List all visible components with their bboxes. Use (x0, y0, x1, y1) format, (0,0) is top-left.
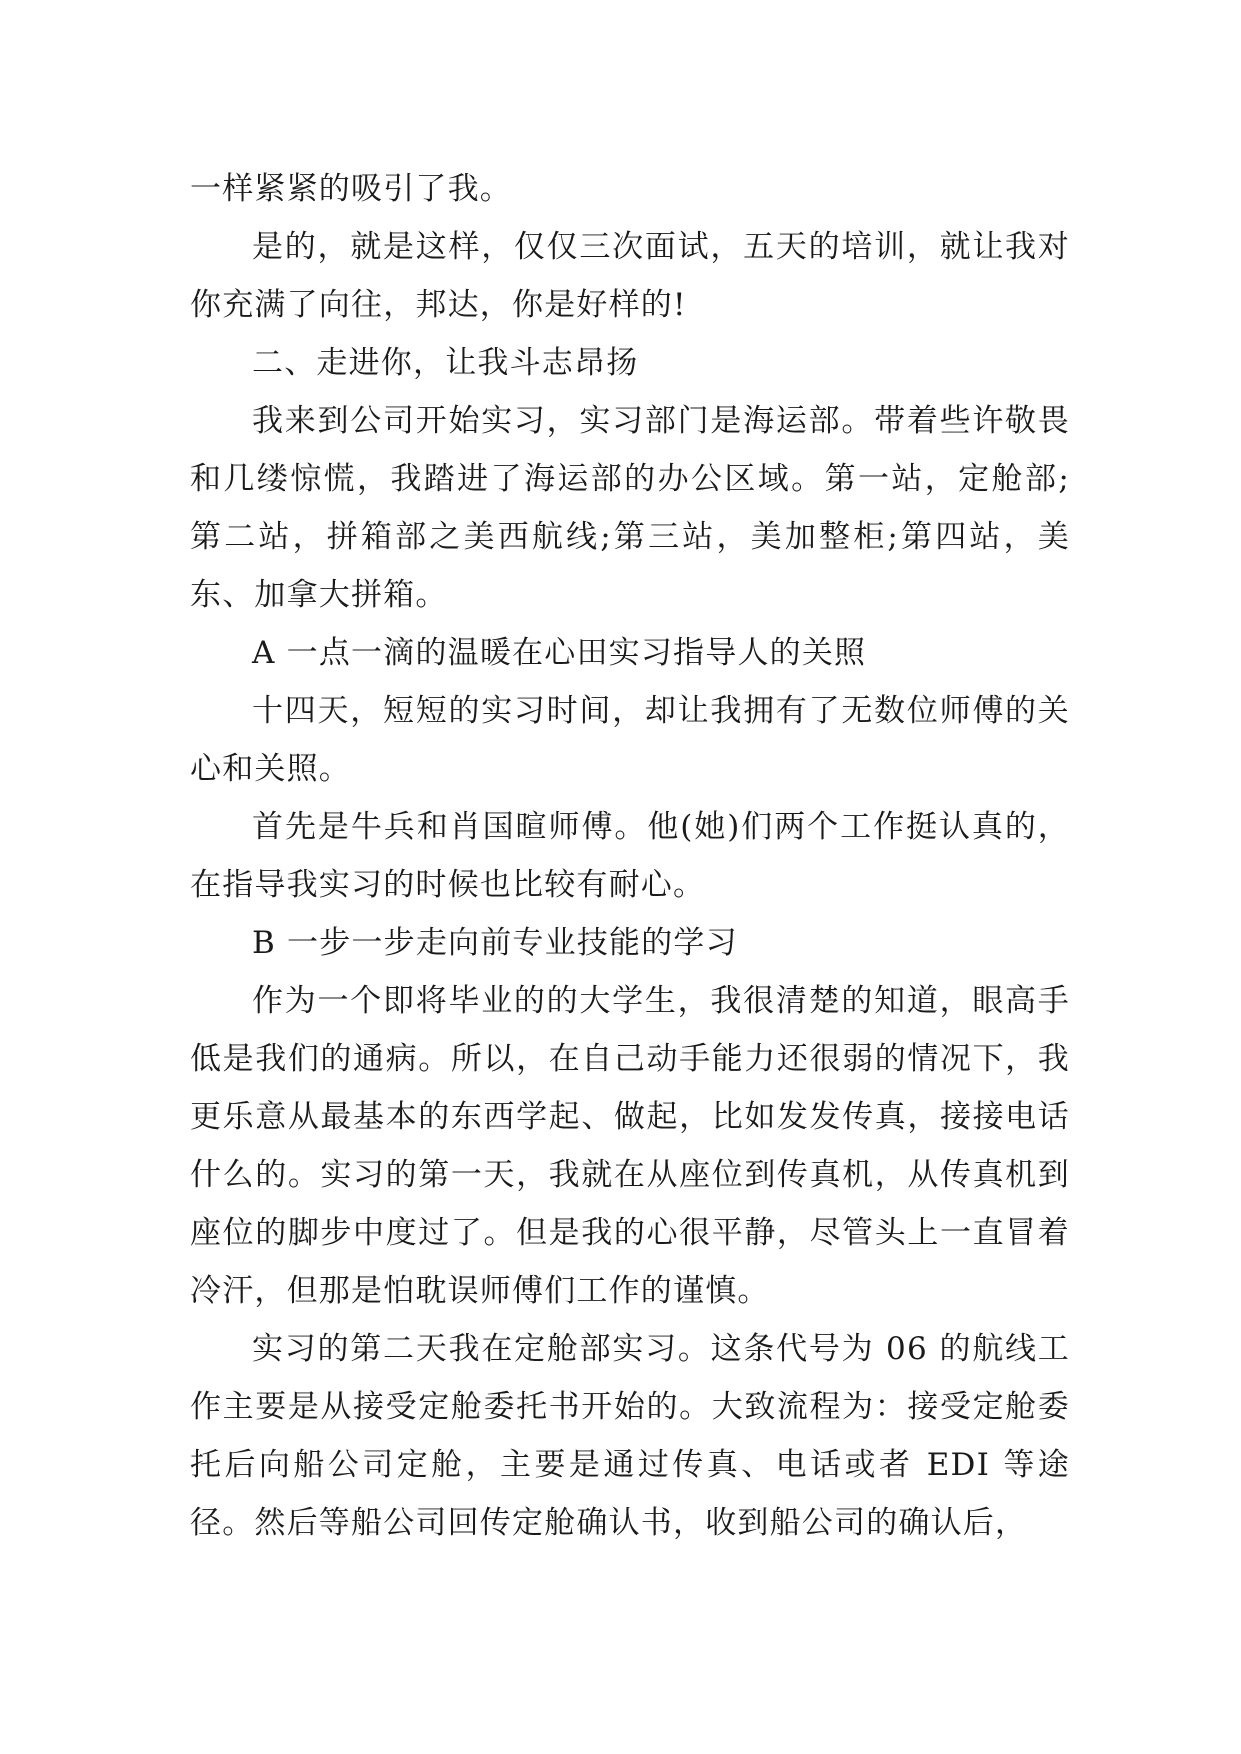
subheading-b: B 一步一步走向前专业技能的学习 (252, 925, 738, 961)
section-heading-2: 二、走进你，让我斗志昂扬 (252, 345, 639, 381)
paragraph-2: 是的，就是这样，仅仅三次面试，五天的培训，就让我对你充满了向往，邦达，你是好样的! (190, 229, 1070, 323)
paragraph-1: 一样紧紧的吸引了我。 (190, 171, 512, 207)
paragraph-6: 作为一个即将毕业的的大学生，我很清楚的知道，眼高手低是我们的通病。所以，在自己动手能力还很弱的情况下，我更乐意从最基本的东西学起、做起，比如发发传真，接接电话什么的。实习的第一天，我就在从座位到传真机，从传真机到座位的脚步中度过了。但是我的心很平静，尽管头上一直冒着冷汗，但那是怕耽误师傅们工作的谨慎。 (190, 983, 1070, 1309)
subheading-a: A 一点一滴的温暖在心田实习指导人的关照 (252, 635, 867, 671)
document-body (190, 160, 1070, 1552)
paragraph-7: 实习的第二天我在定舱部实习。这条代号为 06 的航线工作主要是从接受定舱委托书开始的。大致流程为：接受定舱委托后向船公司定舱，主要是通过传真、电话或者 EDI 等途径。然后等船公司回传定舱确认书，收到船公司的确认后， (190, 1331, 1070, 1541)
paragraph-4: 十四天，短短的实习时间，却让我拥有了无数位师傅的关心和关照。 (190, 693, 1070, 787)
paragraph-3: 我来到公司开始实习，实习部门是海运部。带着些许敬畏和几缕惊慌，我踏进了海运部的办公区域。第一站，定舱部;第二站，拼箱部之美西航线;第三站，美加整柜;第四站，美东、加拿大拼箱。 (190, 403, 1070, 613)
paragraph-5: 首先是牛兵和肖国暄师傅。他(她)们两个工作挺认真的，在指导我实习的时候也比较有耐心。 (190, 809, 1070, 903)
